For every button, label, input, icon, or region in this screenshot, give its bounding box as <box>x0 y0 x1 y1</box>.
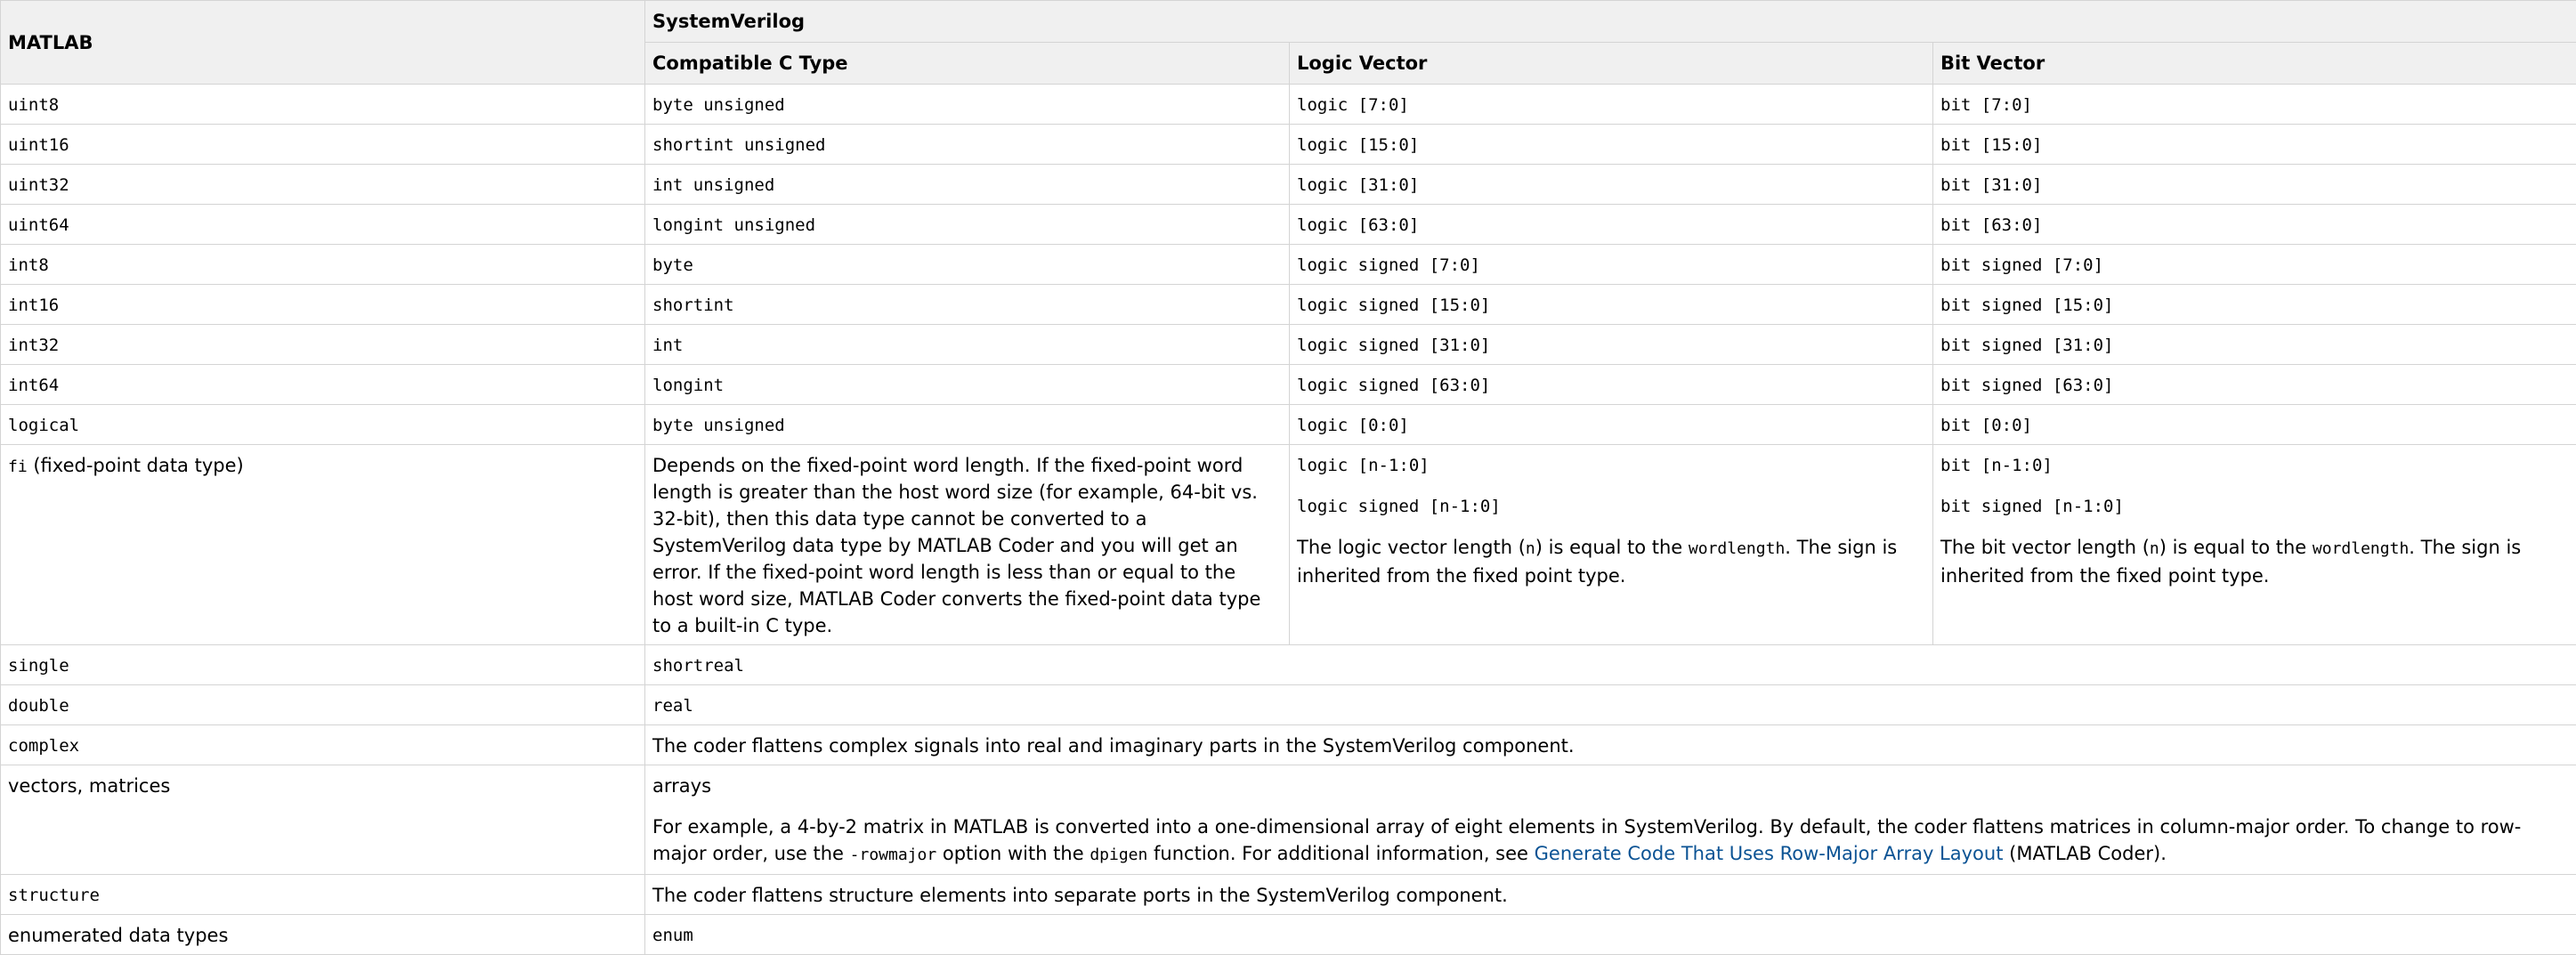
matlab-cell: logical <box>1 405 645 445</box>
bit-vector-signed: bit signed [n-1:0] <box>1940 493 2569 520</box>
note-text: . The sign is inherited from the fixed point type. <box>1297 537 1897 587</box>
systemverilog-cell: shortreal <box>645 645 2576 685</box>
logic-vector-cell: logic [31:0] <box>1290 165 1933 205</box>
fi-code: fi <box>8 457 28 476</box>
fi-label: (fixed-point data type) <box>28 455 244 476</box>
arrays-note <box>652 813 2569 869</box>
logic-vector-cell: logic signed [15:0] <box>1290 285 1933 325</box>
matlab-cell: int8 <box>1 245 645 285</box>
header-systemverilog: SystemVerilog <box>645 1 2576 43</box>
c-type-cell: byte <box>645 245 1290 285</box>
note-text: function. For additional information, see <box>1147 843 1534 864</box>
table-row <box>1 365 2576 405</box>
logic-vector-cell: logic [63:0] <box>1290 205 1933 245</box>
systemverilog-cell: The coder flattens complex signals into real and imaginary parts in the SystemVerilog component. <box>645 725 2576 765</box>
bit-vector-cell: bit [31:0] <box>1933 165 2576 205</box>
c-type-cell: shortint unsigned <box>645 125 1290 165</box>
bit-vector-cell: bit signed [7:0] <box>1933 245 2576 285</box>
table-row <box>1 325 2576 365</box>
note-text: The logic vector length ( <box>1297 537 1526 558</box>
note-text: For example, a 4-by-2 matrix in MATLAB is converted into a one-dimensional array of eight elements in SystemVerilog. By default, the coder flattens matrices in column-major order. To change to row-major order, use the <box>652 816 2521 864</box>
matlab-cell: vectors, matrices <box>1 765 645 875</box>
note-text: ) is equal to the <box>2159 537 2313 558</box>
header-logic-vector: Logic Vector <box>1290 43 1933 85</box>
bit-vector-cell: bit signed [15:0] <box>1933 285 2576 325</box>
note-code: n <box>2150 539 2159 558</box>
bit-vector-note <box>1940 534 2569 589</box>
table-row-fi <box>1 445 2576 645</box>
systemverilog-cell: The coder flattens structure elements into separate ports in the SystemVerilog component. <box>645 875 2576 915</box>
matlab-cell: uint32 <box>1 165 645 205</box>
table-row <box>1 915 2576 955</box>
matlab-cell: double <box>1 685 645 725</box>
logic-vector-cell: logic [0:0] <box>1290 405 1933 445</box>
table-row <box>1 205 2576 245</box>
note-code: -rowmajor <box>850 846 937 864</box>
matlab-cell: complex <box>1 725 645 765</box>
table-row <box>1 85 2576 125</box>
c-type-cell: Depends on the fixed-point word length. If the fixed-point word length is greater than the host word size (for example, 64-bit vs. 32-bit), then this data type cannot be converted to a SystemVerilog data type by MATLAB Coder and you will get an error. If the fixed-point word length is less than or equal to the host word size, MATLAB Coder converts the fixed-point data type to a built-in C type. <box>645 445 1290 645</box>
note-code: wordlength <box>2313 539 2409 558</box>
c-type-cell: int unsigned <box>645 165 1290 205</box>
logic-vector-cell: logic signed [63:0] <box>1290 365 1933 405</box>
matlab-cell: int64 <box>1 365 645 405</box>
note-code: wordlength <box>1689 539 1785 558</box>
matlab-cell: uint8 <box>1 85 645 125</box>
note-code: n <box>1526 539 1535 558</box>
table-row <box>1 125 2576 165</box>
table-row <box>1 645 2576 685</box>
c-type-cell: byte unsigned <box>645 405 1290 445</box>
matlab-cell: int16 <box>1 285 645 325</box>
note-text: ) is equal to the <box>1535 537 1689 558</box>
logic-vector-signed: logic signed [n-1:0] <box>1297 493 1925 520</box>
header-compatible-c-type: Compatible C Type <box>645 43 1290 85</box>
bit-vector-cell: bit signed [31:0] <box>1933 325 2576 365</box>
row-major-layout-link[interactable]: Generate Code That Uses Row-Major Array Layout <box>1535 843 2004 864</box>
bit-vector-cell: bit signed [63:0] <box>1933 365 2576 405</box>
arrays-label: arrays <box>652 773 2569 799</box>
bit-vector-cell: bit [15:0] <box>1933 125 2576 165</box>
note-text: (MATLAB Coder). <box>2003 843 2166 864</box>
systemverilog-cell <box>645 765 2576 875</box>
header-bit-vector: Bit Vector <box>1933 43 2576 85</box>
note-text: The bit vector length ( <box>1940 537 2150 558</box>
c-type-cell: int <box>645 325 1290 365</box>
c-type-cell: byte unsigned <box>645 85 1290 125</box>
table-row <box>1 875 2576 915</box>
table-row <box>1 165 2576 205</box>
table-row <box>1 405 2576 445</box>
c-type-cell: longint <box>645 365 1290 405</box>
bit-vector-cell: bit [7:0] <box>1933 85 2576 125</box>
bit-vector-cell: bit [0:0] <box>1933 405 2576 445</box>
systemverilog-cell: real <box>645 685 2576 725</box>
table-row <box>1 285 2576 325</box>
logic-vector-cell: logic signed [7:0] <box>1290 245 1933 285</box>
note-code: dpigen <box>1090 846 1147 864</box>
systemverilog-cell: enum <box>645 915 2576 955</box>
table-row <box>1 725 2576 765</box>
logic-vector-unsigned: logic [n-1:0] <box>1297 452 1925 479</box>
bit-vector-cell: bit [63:0] <box>1933 205 2576 245</box>
note-text: . The sign is inherited from the fixed point type. <box>1940 537 2521 587</box>
c-type-cell: shortint <box>645 285 1290 325</box>
matlab-cell: structure <box>1 875 645 915</box>
table-row <box>1 245 2576 285</box>
note-text: option with the <box>936 843 1090 864</box>
logic-vector-cell: logic [7:0] <box>1290 85 1933 125</box>
matlab-cell: single <box>1 645 645 685</box>
header-matlab: MATLAB <box>1 1 645 85</box>
matlab-cell: uint16 <box>1 125 645 165</box>
logic-vector-cell: logic signed [31:0] <box>1290 325 1933 365</box>
matlab-cell <box>1 445 645 645</box>
logic-vector-note <box>1297 534 1925 589</box>
logic-vector-cell <box>1290 445 1933 645</box>
bit-vector-cell <box>1933 445 2576 645</box>
logic-vector-cell: logic [15:0] <box>1290 125 1933 165</box>
table-row <box>1 765 2576 875</box>
matlab-cell: enumerated data types <box>1 915 645 955</box>
table-row <box>1 685 2576 725</box>
bit-vector-unsigned: bit [n-1:0] <box>1940 452 2569 479</box>
header-row-1 <box>1 1 2576 43</box>
c-type-cell: longint unsigned <box>645 205 1290 245</box>
matlab-cell: int32 <box>1 325 645 365</box>
matlab-cell: uint64 <box>1 205 645 245</box>
